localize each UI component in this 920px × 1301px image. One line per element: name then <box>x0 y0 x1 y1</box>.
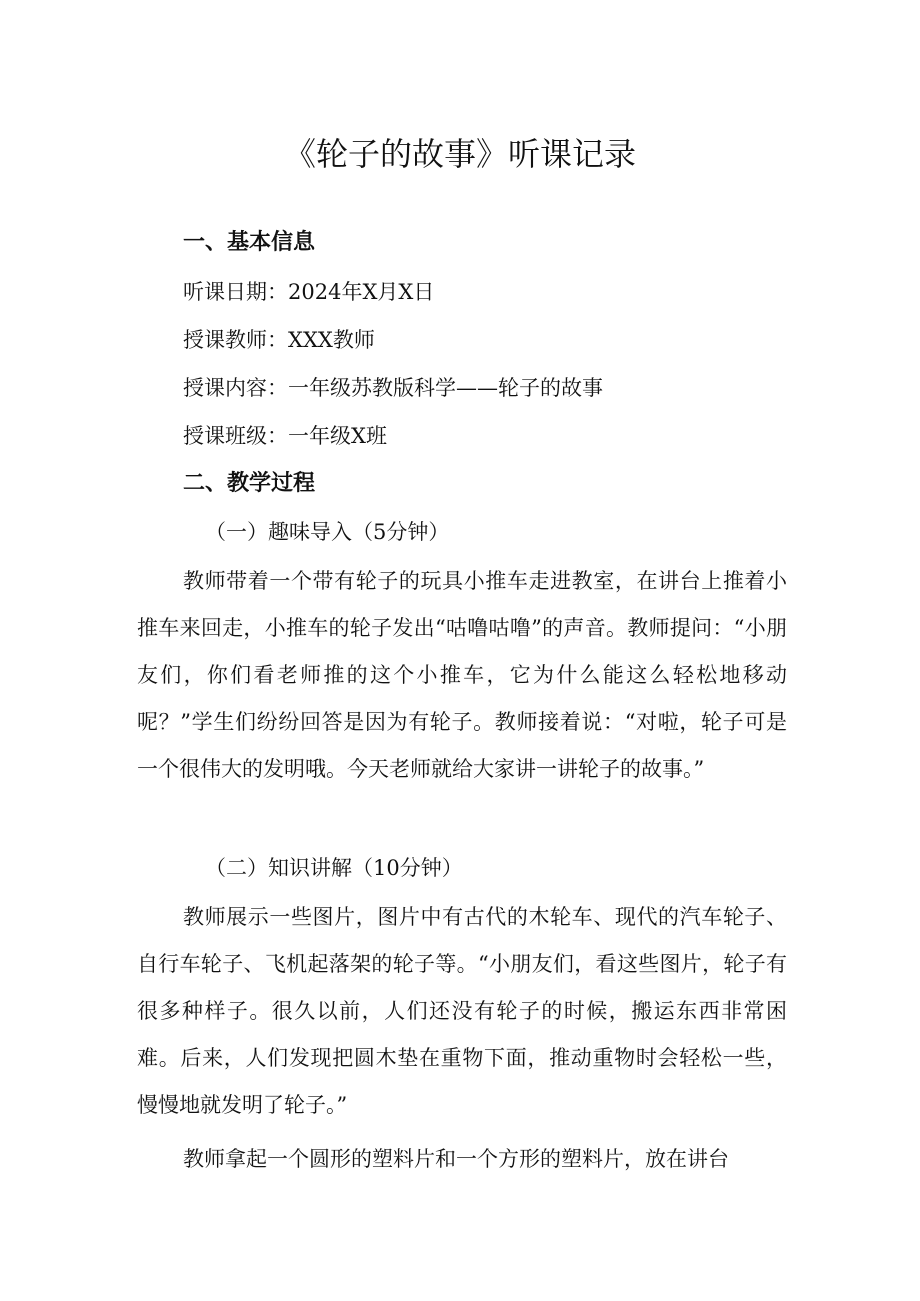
paragraph-intro: 教师带着一个带有轮子的玩具小推车走进教室，在讲台上推着小推车来回走，小推车的轮子发出“咕噜咕噜”的声音。教师提问：“小朋友们，你们看老师推的这个小推车，它为什么能这么轻松地移动呢？”学生们纷纷回答是因为有轮子。教师接着说：“对啦，轮子可是一个很伟大的发明哦。今天老师就给大家讲一讲轮子的故事。” <box>137 569 787 781</box>
info-teacher: 授课教师：XXX教师 <box>183 328 375 352</box>
paragraph-explanation-1: 教师展示一些图片，图片中有古代的木轮车、现代的汽车轮子、自行车轮子、飞机起落架的轮子等。“小朋友们，看这些图片，轮子有很多种样子。很久以前，人们还没有轮子的时候，搬运东西非常困难。后来，人们发现把圆木垫在重物下面，推动重物时会轻松一些，慢慢地就发明了轮子。” <box>137 905 787 1117</box>
info-date: 听课日期：2024年X月X日 <box>183 280 435 304</box>
section-heading-basic-info: 一、基本信息 <box>183 230 316 255</box>
subsection-heading-explanation: （二）知识讲解（10分钟） <box>205 856 463 880</box>
paragraph-explanation-2: 教师拿起一个圆形的塑料片和一个方形的塑料片，放在讲台 <box>183 1147 729 1171</box>
document-title: 《轮子的故事》听课记录 <box>283 135 636 173</box>
info-class: 授课班级：一年级X班 <box>183 424 387 448</box>
section-heading-teaching-process: 二、教学过程 <box>183 471 316 496</box>
info-content: 授课内容：一年级苏教版科学——轮子的故事 <box>183 376 603 400</box>
subsection-heading-intro: （一）趣味导入（5分钟） <box>205 520 450 544</box>
